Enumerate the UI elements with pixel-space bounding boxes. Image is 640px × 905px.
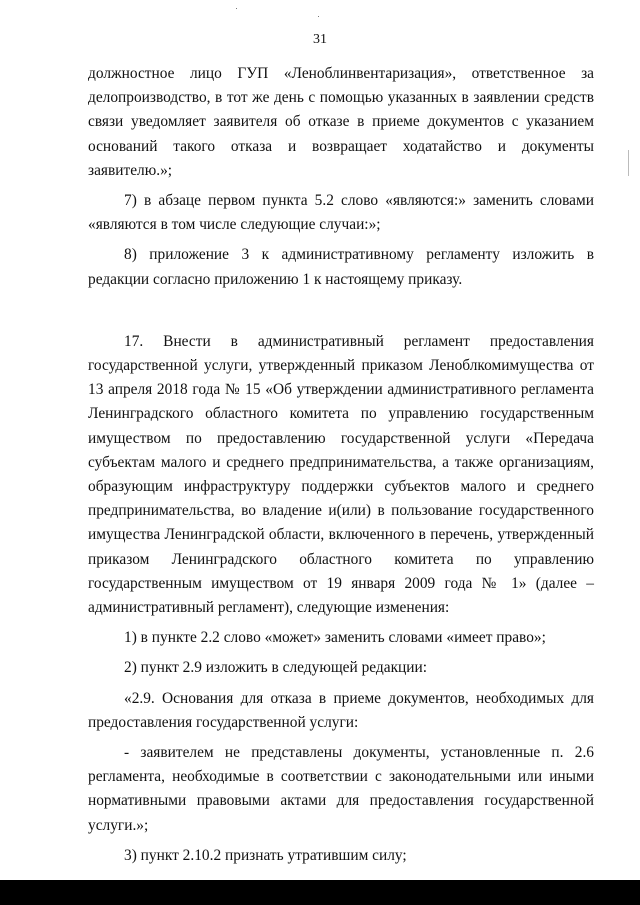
- scan-bottom-border: [0, 880, 640, 905]
- paragraph-quote-2-9: «2.9. Основания для отказа в приеме документов, необходимых для предоставления государственной услуги:: [88, 689, 594, 731]
- scan-speck: [318, 16, 319, 17]
- paragraph-item-1: 1) в пункте 2.2 слово «может» заменить словами «имеет право»;: [124, 629, 546, 647]
- paragraph-bullet: - заявителем не представлены документы, установленные п. 2.6 регламента, необходимые в соответствии с законодательными или иными нормативными правовыми актами для предоставления государственной услуги.»;: [88, 744, 594, 834]
- paragraph-section-17: 17. Внести в административный регламент предоставления государственной услуги, утвержденный приказом Леноблкомимущества от 13 апреля 2018 года № 15 «Об утверждении административного регламента Ленинградского областного комитета по управлению государственным имуществом по предоставлению государственной услуги «Передача субъектам малого и среднего предпринимательства, а также организациям, образующим инфраструктуру поддержки субъектов малого и среднего предпринимательства, во владение и(или) в пользование государственного имущества Ленинградской области, включенного в перечень, утвержденный приказом Ленинградского областного комитета по управлению государственным имуществом от 19 января 2009 года № 1» (далее – административный регламент), следующие изменения:: [88, 332, 594, 617]
- paragraph-item-7: 7) в абзаце первом пункта 5.2 слово «являются:» заменить словами «являются в том числе следующие случаи:»;: [88, 192, 594, 234]
- page-number: 31: [313, 32, 327, 47]
- paragraph-continuation: должностное лицо ГУП «Леноблинвентаризация», ответственное за делопроизводство, в тот же день с помощью указанных в заявлении средств связи уведомляет заявителя об отказе в приеме документов с указанием оснований такого отказа и возвращает ходатайство и документы заявителю.»;: [88, 65, 594, 179]
- paragraph-item-2: 2) пункт 2.9 изложить в следующей редакции:: [124, 659, 428, 677]
- scan-speck: [236, 8, 237, 9]
- document-body: [88, 62, 594, 868]
- scan-edge-mark: [628, 150, 629, 176]
- paragraph-item-3: 3) пункт 2.10.2 признать утратившим силу;: [124, 846, 407, 864]
- paragraph-item-8: 8) приложение 3 к административному регламенту изложить в редакции согласно приложению 1 к настоящему приказу.: [88, 246, 594, 288]
